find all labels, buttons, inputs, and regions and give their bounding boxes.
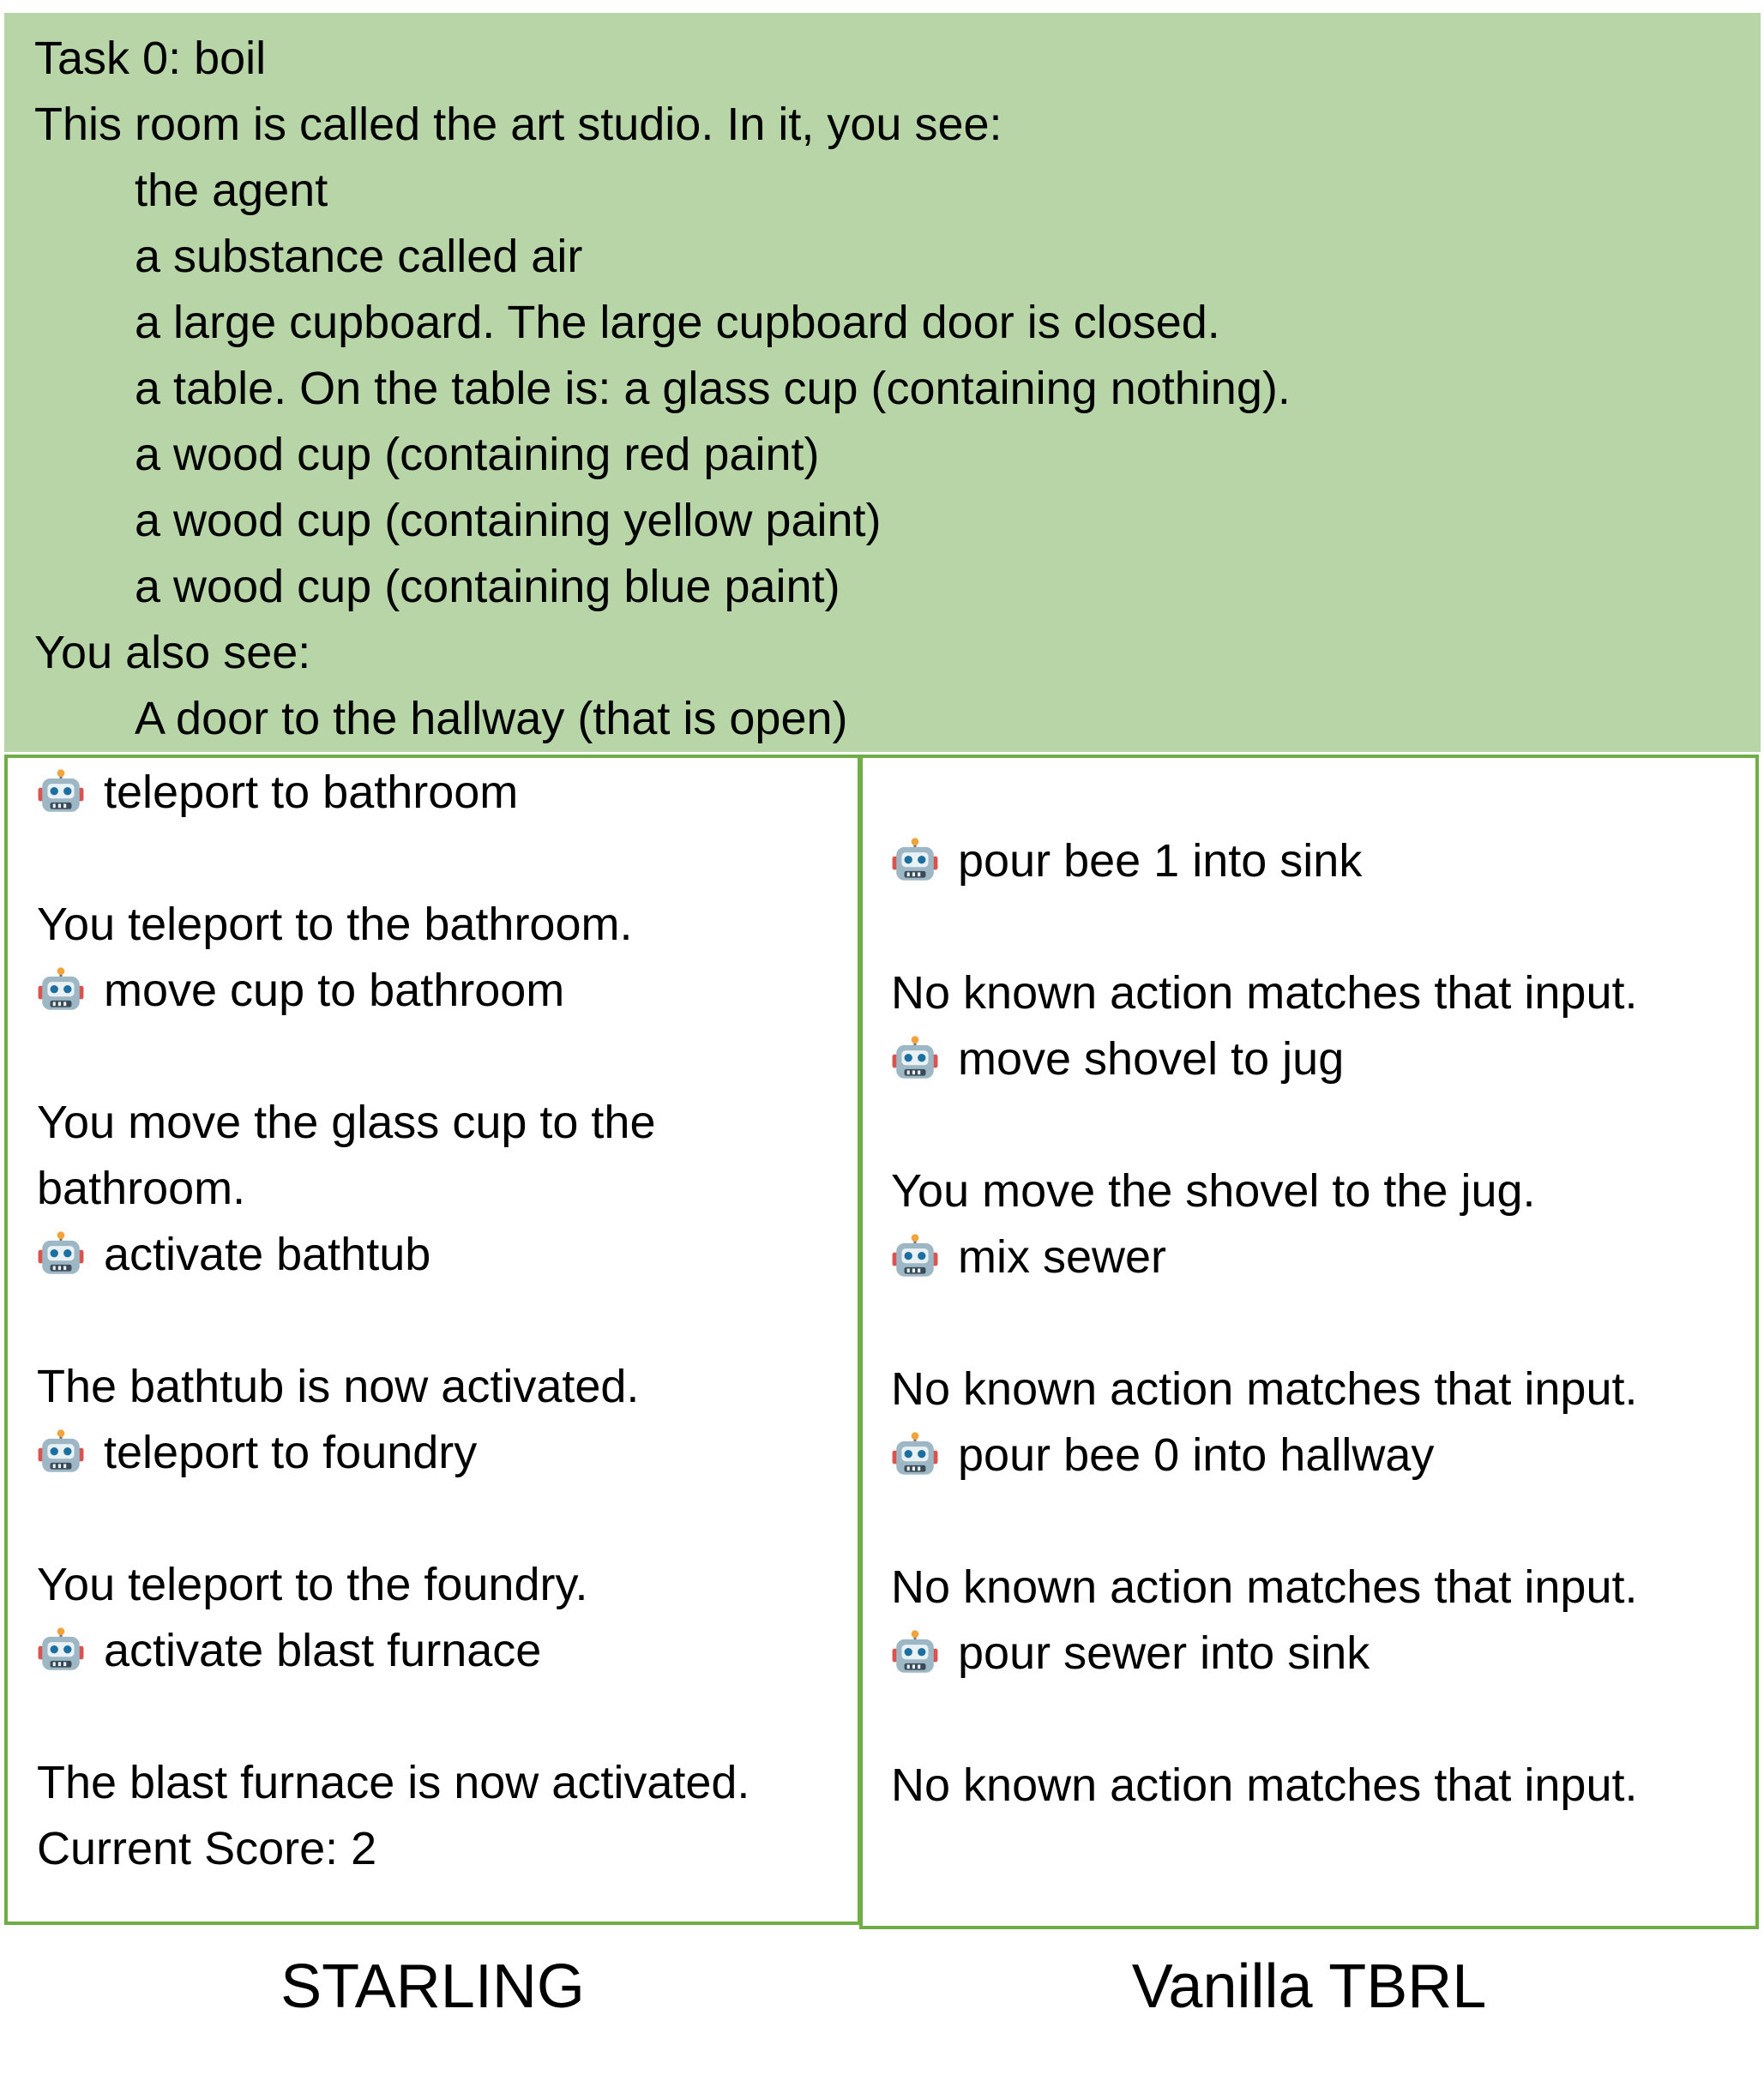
robot-icon: [37, 1627, 85, 1675]
room-item: a substance called air: [135, 231, 583, 282]
exit-item: A door to the hallway (that is open): [135, 693, 848, 744]
room-item: a wood cup (containing yellow paint): [135, 495, 882, 546]
robot-icon: [891, 838, 939, 886]
observation-text: bathroom.: [37, 1163, 246, 1214]
score-text: Current Score: 2: [37, 1823, 377, 1874]
observation-text: No known action matches that input.: [891, 1561, 1638, 1613]
observation-text: No known action matches that input.: [891, 967, 1638, 1019]
robot-icon: [37, 1429, 85, 1477]
action-line: [37, 1222, 858, 1288]
action-line: [37, 1618, 858, 1684]
action-line: [891, 1224, 1755, 1290]
action-text: pour bee 1 into sink: [958, 835, 1363, 887]
robot-icon: [891, 1630, 939, 1678]
starling-label: STARLING: [280, 1952, 585, 2021]
action-text: mix sewer: [958, 1231, 1167, 1283]
action-line: [37, 958, 858, 1024]
action-line: [891, 1026, 1755, 1092]
starling-trajectory-panel: [4, 755, 861, 1925]
observation-text: No known action matches that input.: [891, 1759, 1638, 1811]
action-text: move shovel to jug: [958, 1033, 1345, 1085]
room-item: a wood cup (containing blue paint): [135, 561, 840, 612]
action-text: activate blast furnace: [104, 1625, 542, 1676]
room-item: the agent: [135, 165, 328, 216]
room-item: a wood cup (containing red paint): [135, 429, 820, 480]
room-item: a table. On the table is: a glass cup (containing nothing).: [135, 363, 1291, 414]
action-line: [37, 760, 858, 826]
robot-icon: [37, 1231, 85, 1279]
robot-icon: [891, 1432, 939, 1480]
action-line: [37, 1420, 858, 1486]
robot-icon: [37, 769, 85, 817]
observation-text: You teleport to the foundry.: [37, 1559, 588, 1610]
action-line: [891, 828, 1755, 894]
action-text: activate bathtub: [104, 1229, 431, 1280]
observation-text: You teleport to the bathroom.: [37, 899, 633, 950]
robot-icon: [37, 967, 85, 1015]
action-line: [891, 1422, 1755, 1489]
observation-text: No known action matches that input.: [891, 1363, 1638, 1415]
observation-text: You move the glass cup to the: [37, 1097, 656, 1148]
observation-text: You move the shovel to the jug.: [891, 1165, 1536, 1217]
action-line: [891, 1621, 1755, 1687]
room-item: a large cupboard. The large cupboard door is closed.: [135, 297, 1220, 348]
action-text: teleport to bathroom: [104, 767, 519, 818]
observation-text: The bathtub is now activated.: [37, 1361, 640, 1412]
action-text: pour sewer into sink: [958, 1627, 1370, 1679]
action-text: move cup to bathroom: [104, 965, 565, 1016]
task-title: Task 0: boil: [34, 33, 267, 84]
task-description-box: [4, 13, 1761, 752]
robot-icon: [891, 1036, 939, 1084]
action-text: teleport to foundry: [104, 1427, 478, 1478]
also-see-label: You also see:: [34, 627, 311, 678]
vanilla-tbrl-label: Vanilla TBRL: [1131, 1952, 1487, 2021]
vanilla-trajectory-panel: [859, 755, 1759, 1929]
observation-text: The blast furnace is now activated.: [37, 1757, 750, 1808]
action-text: pour bee 0 into hallway: [958, 1429, 1435, 1481]
room-intro: This room is called the art studio. In it, you see:: [34, 99, 1002, 150]
robot-icon: [891, 1234, 939, 1282]
